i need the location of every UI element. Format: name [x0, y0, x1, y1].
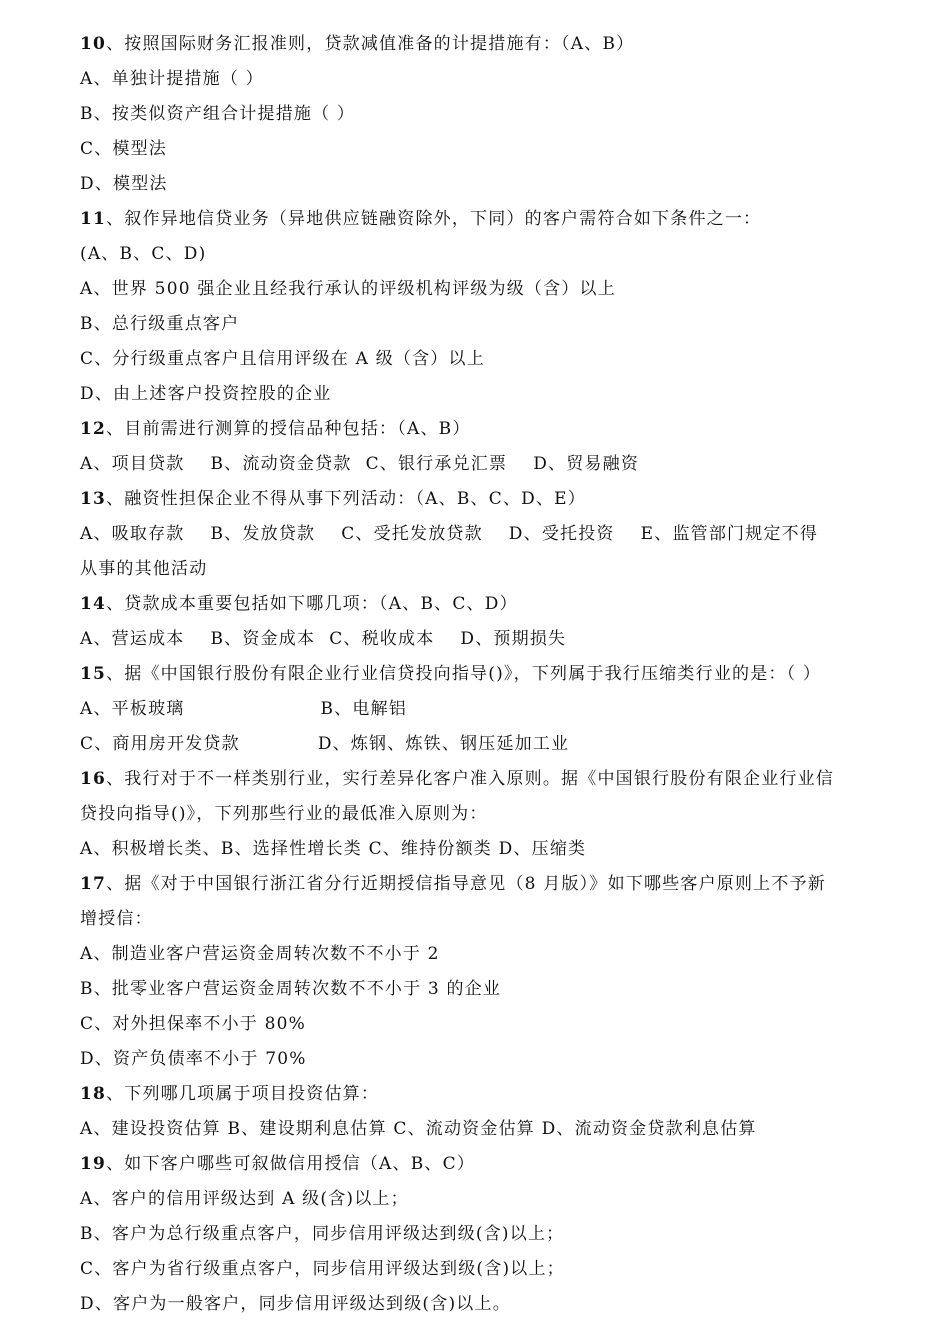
options-row — [80, 692, 880, 727]
question-number: 15 — [80, 664, 107, 684]
option-d: D、由上述客户投资控股的企业 — [80, 384, 332, 404]
question-16 — [80, 762, 880, 797]
question-number: 12 — [80, 419, 107, 439]
question-stem-continued: 增授信： — [80, 909, 153, 929]
option-a: A、项目贷款 — [80, 454, 185, 474]
option-c: C、商用房开发贷款 — [80, 734, 240, 754]
question-stem: 、贷款成本重要包括如下哪几项：（A、B、C、D） — [106, 594, 518, 614]
question-number: 19 — [80, 1154, 107, 1174]
question-11 — [80, 202, 880, 237]
option-d: D、预期损失 — [460, 629, 567, 649]
question-12 — [80, 412, 880, 447]
question-number: 18 — [80, 1084, 107, 1104]
option-a: A、营运成本 — [80, 629, 185, 649]
question-17 — [80, 867, 880, 902]
document-page — [80, 27, 880, 1322]
option-a: A、平板玻璃 — [80, 699, 185, 719]
option-a: A、世界 500 强企业且经我行承认的评级机构评级为级（含）以上 — [80, 279, 616, 299]
question-stem: 、据《中国银行股份有限企业行业信贷投向指导()》，下列属于我行压缩类行业的是：（ ） — [106, 664, 822, 684]
question-stem-continued: 贷投向指导()》，下列那些行业的最低准入原则为： — [80, 804, 488, 824]
options-row — [80, 447, 880, 482]
option-d: D、受托投资 — [508, 524, 615, 544]
question-stem: 、如下客户哪些可叙做信用授信（A、B、C） — [106, 1154, 476, 1174]
question-number: 17 — [80, 874, 107, 894]
option-b: B、电解铝 — [320, 699, 407, 719]
options-row: A、积极增长类、B、选择性增长类 C、维持份额类 D、压缩类 — [80, 839, 587, 859]
option-b: B、客户为总行级重点客户，同步信用评级达到级(含)以上； — [80, 1224, 565, 1244]
question-14 — [80, 587, 880, 622]
option-a: A、单独计提措施（ ） — [80, 69, 264, 89]
options-row — [80, 517, 880, 552]
options-row — [80, 727, 880, 762]
options-row: A、建设投资估算 B、建设期利息估算 C、流动资金估算 D、流动资金贷款利息估算 — [80, 1119, 757, 1139]
option-d: D、模型法 — [80, 174, 168, 194]
question-number: 14 — [80, 594, 107, 614]
question-stem: 、据《对于中国银行浙江省分行近期授信指导意见（8 月版）》如下哪些客户原则上不予新 — [106, 874, 826, 894]
option-b: B、流动资金贷款 — [210, 454, 352, 474]
question-10 — [80, 27, 880, 62]
option-c: C、分行级重点客户且信用评级在 A 级（含）以上 — [80, 349, 485, 369]
option-b: B、总行级重点客户 — [80, 314, 240, 334]
question-stem: 、融资性担保企业不得从事下列活动：（A、B、C、D、E） — [106, 489, 586, 509]
option-c: C、客户为省行级重点客户，同步信用评级达到级(含)以上； — [80, 1259, 565, 1279]
question-stem: 、我行对于不一样类别行业，实行差异化客户准入原则。据《中国银行股份有限企业行业信 — [106, 769, 835, 789]
options-row — [80, 622, 880, 657]
option-c: C、银行承兑汇票 — [365, 454, 508, 474]
option-c: C、对外担保率不小于 80% — [80, 1014, 306, 1034]
question-stem: 、叙作异地信贷业务（异地供应链融资除外，下同）的客户需符合如下条件之一： — [106, 209, 762, 229]
question-stem: 、目前需进行测算的授信品种包括：（A、B） — [106, 419, 471, 439]
option-c: C、受托发放贷款 — [341, 524, 483, 544]
option-b: B、发放贷款 — [210, 524, 316, 544]
option-a: A、吸取存款 — [80, 524, 185, 544]
question-number: 16 — [80, 769, 107, 789]
question-stem: 、按照国际财务汇报准则，贷款减值准备的计提措施有：（A、B） — [106, 34, 635, 54]
option-a: A、制造业客户营运资金周转次数不不小于 2 — [80, 944, 440, 964]
option-d: D、资产负债率不小于 70% — [80, 1049, 307, 1069]
question-number: 13 — [80, 489, 107, 509]
question-13 — [80, 482, 880, 517]
answer-key: (A、B、C、D) — [80, 244, 207, 264]
option-b: B、按类似资产组合计提措施（ ） — [80, 104, 356, 124]
option-d: D、客户为一般客户，同步信用评级达到级(含)以上。 — [80, 1294, 511, 1314]
question-18 — [80, 1077, 880, 1112]
option-c: C、税收成本 — [329, 629, 435, 649]
option-c: C、模型法 — [80, 139, 168, 159]
question-number: 11 — [80, 209, 107, 229]
option-a: A、客户的信用评级达到 A 级(含)以上； — [80, 1189, 409, 1209]
question-19 — [80, 1147, 880, 1182]
question-stem: 、下列哪几项属于项目投资估算： — [106, 1084, 380, 1104]
question-number: 10 — [80, 34, 107, 54]
option-e-continued: 从事的其他活动 — [80, 559, 208, 579]
option-e: E、监管部门规定不得 — [640, 524, 819, 544]
option-d: D、贸易融资 — [533, 454, 640, 474]
option-b: B、资金成本 — [210, 629, 316, 649]
option-d: D、炼钢、炼铁、钢压延加工业 — [317, 734, 570, 754]
question-15 — [80, 657, 880, 692]
option-b: B、批零业客户营运资金周转次数不不小于 3 的企业 — [80, 979, 502, 999]
